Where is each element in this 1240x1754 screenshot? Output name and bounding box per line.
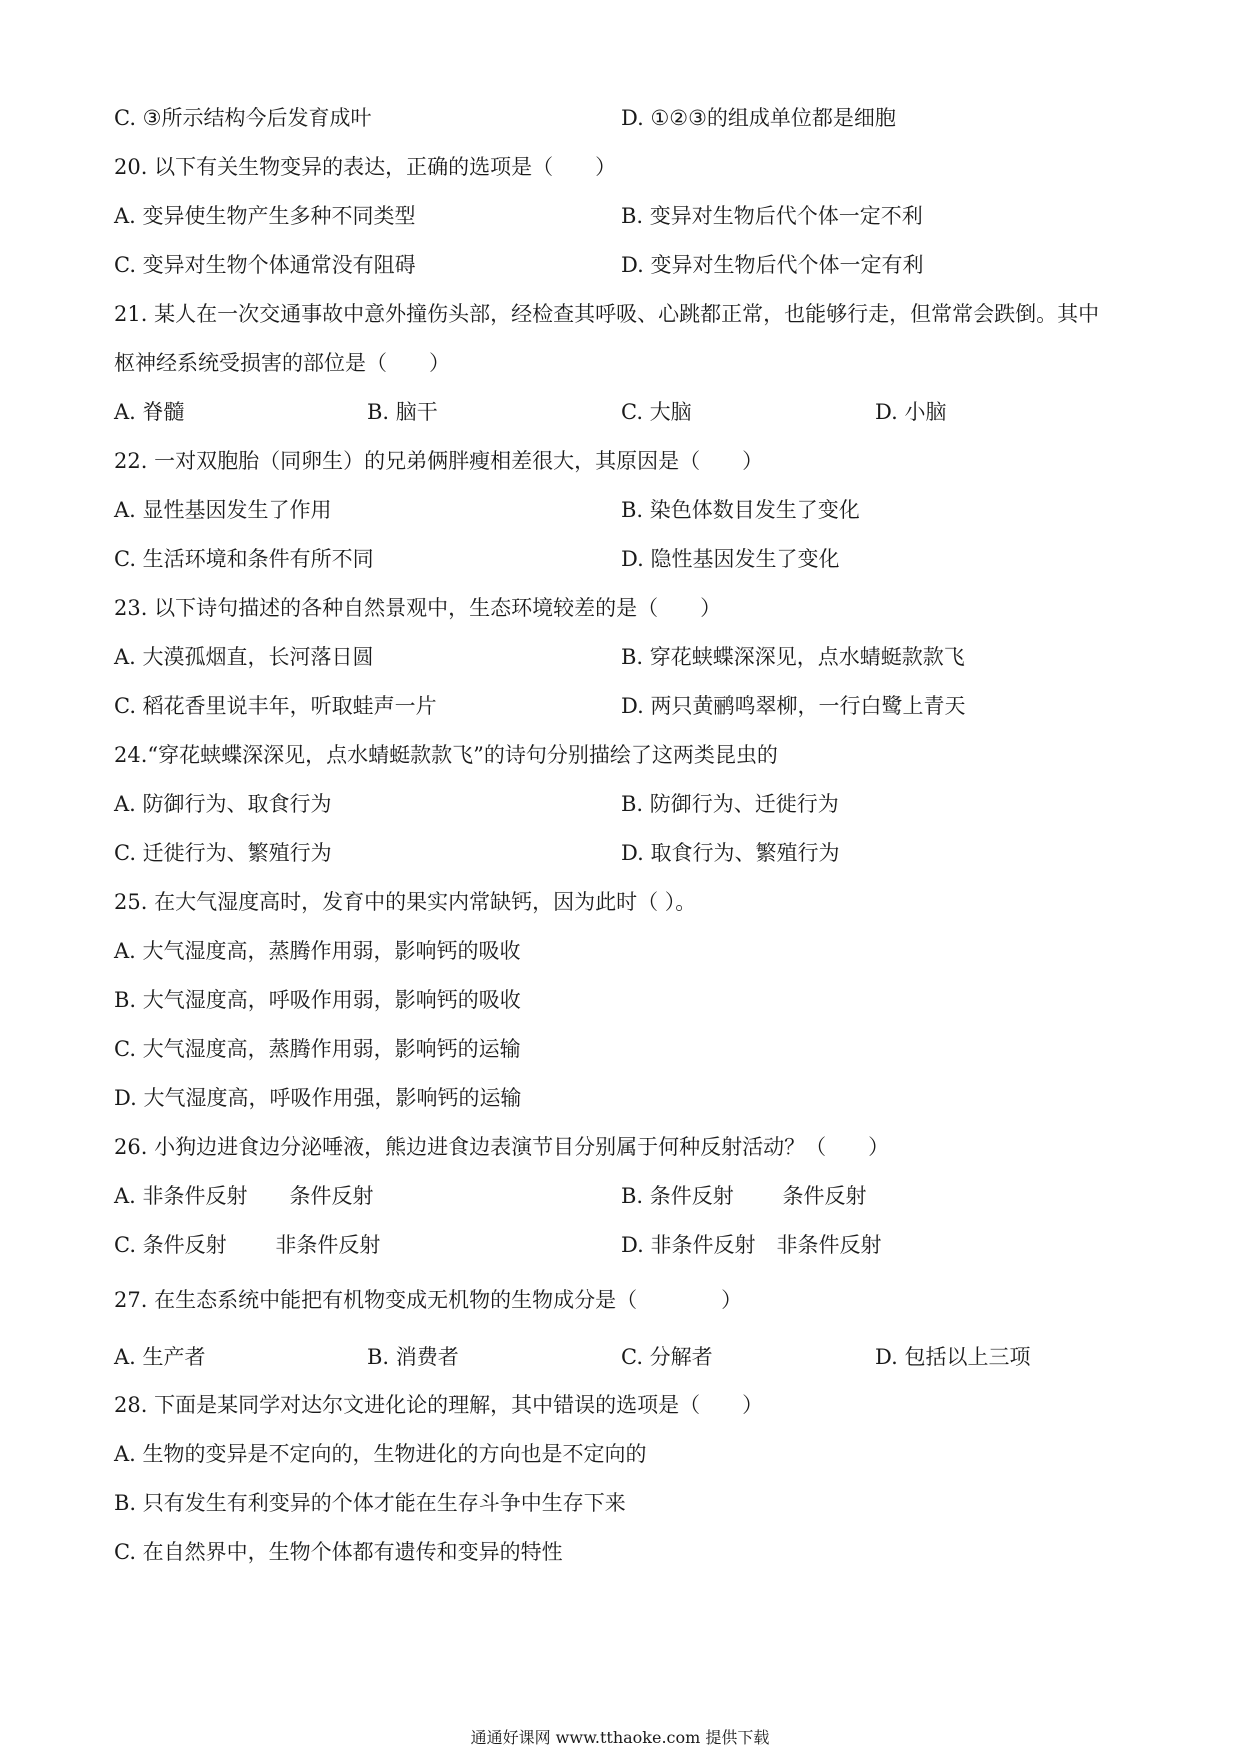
q25-option-d: D. 大气湿度高，呼吸作用强，影响钙的运输 (114, 1086, 522, 1110)
q20-option-a: A. 变异使生物产生多种不同类型 (114, 204, 416, 228)
q23-option-d: D. 两只黄鹂鸣翠柳，一行白鹭上青天 (621, 694, 966, 718)
q28-option-b: B. 只有发生有利变异的个体才能在生存斗争中生存下来 (114, 1491, 626, 1515)
q28-option-a: A. 生物的变异是不定向的，生物进化的方向也是不定向的 (114, 1442, 647, 1466)
q27-option-a: A. 生产者 (114, 1345, 206, 1369)
q21-stem-line1: 21. 某人在一次交通事故中意外撞伤头部，经检查其呼吸、心跳都正常，也能够行走，但常常会跌倒。其中 (114, 302, 1100, 326)
q25-stem: 25. 在大气湿度高时，发育中的果实内常缺钙，因为此时（ ）。 (114, 890, 697, 914)
q27-option-d: D. 包括以上三项 (875, 1345, 1031, 1369)
q26-option-a: A. 非条件反射 条件反射 (114, 1184, 374, 1208)
q20-option-b: B. 变异对生物后代个体一定不利 (621, 204, 923, 228)
q23-stem: 23. 以下诗句描述的各种自然景观中，生态环境较差的是（ ） (114, 596, 722, 620)
q22-option-b: B. 染色体数目发生了变化 (621, 498, 860, 522)
q24-option-c: C. 迁徙行为、繁殖行为 (114, 841, 332, 865)
q25-option-c: C. 大气湿度高，蒸腾作用弱，影响钙的运输 (114, 1037, 521, 1061)
q21-option-b: B. 脑干 (367, 400, 438, 424)
q26-option-b: B. 条件反射 条件反射 (621, 1184, 867, 1208)
q25-option-b: B. 大气湿度高，呼吸作用弱，影响钙的吸收 (114, 988, 521, 1012)
q21-option-c: C. 大脑 (621, 400, 692, 424)
q26-option-d: D. 非条件反射 非条件反射 (621, 1233, 882, 1257)
q23-option-b: B. 穿花蛱蝶深深见，点水蜻蜓款款飞 (621, 645, 965, 669)
q19-option-c: C. ③所示结构今后发育成叶 (114, 106, 372, 130)
q19-option-d: D. ①②③的组成单位都是细胞 (621, 106, 896, 130)
q21-option-a: A. 脊髓 (114, 400, 185, 424)
q23-option-c: C. 稻花香里说丰年，听取蛙声一片 (114, 694, 437, 718)
q20-option-c: C. 变异对生物个体通常没有阻碍 (114, 253, 416, 277)
q28-option-c: C. 在自然界中，生物个体都有遗传和变异的特性 (114, 1540, 563, 1564)
q28-stem: 28. 下面是某同学对达尔文进化论的理解，其中错误的选项是（ ） (114, 1393, 764, 1417)
q24-option-b: B. 防御行为、迁徙行为 (621, 792, 839, 816)
q26-option-c: C. 条件反射 非条件反射 (114, 1233, 381, 1257)
q27-option-b: B. 消费者 (367, 1345, 459, 1369)
q22-option-c: C. 生活环境和条件有所不同 (114, 547, 374, 571)
q23-option-a: A. 大漠孤烟直，长河落日圆 (114, 645, 374, 669)
q22-option-d: D. 隐性基因发生了变化 (621, 547, 840, 571)
q21-stem-line2: 枢神经系统受损害的部位是（ ） (114, 351, 450, 375)
page-footer: 通通好课网 www.tthaoke.com 提供下载 (470, 1728, 770, 1747)
q20-option-d: D. 变异对生物后代个体一定有利 (621, 253, 924, 277)
q22-option-a: A. 显性基因发生了作用 (114, 498, 332, 522)
q20-stem: 20. 以下有关生物变异的表达，正确的选项是（ ） (114, 155, 617, 179)
q22-stem: 22. 一对双胞胎（同卵生）的兄弟俩胖瘦相差很大，其原因是（ ） (114, 449, 764, 473)
q24-stem: 24.“穿花蛱蝶深深见，点水蜻蜓款款飞”的诗句分别描绘了这两类昆虫的 (114, 743, 778, 767)
q27-stem: 27. 在生态系统中能把有机物变成无机物的生物成分是（ ） (114, 1288, 743, 1312)
q24-option-a: A. 防御行为、取食行为 (114, 792, 332, 816)
q26-stem: 26. 小狗边进食边分泌唾液，熊边进食边表演节目分别属于何种反射活动？（ ） (114, 1135, 890, 1159)
q27-option-c: C. 分解者 (621, 1345, 713, 1369)
q24-option-d: D. 取食行为、繁殖行为 (621, 841, 840, 865)
q21-option-d: D. 小脑 (875, 400, 947, 424)
q25-option-a: A. 大气湿度高，蒸腾作用弱，影响钙的吸收 (114, 939, 521, 963)
